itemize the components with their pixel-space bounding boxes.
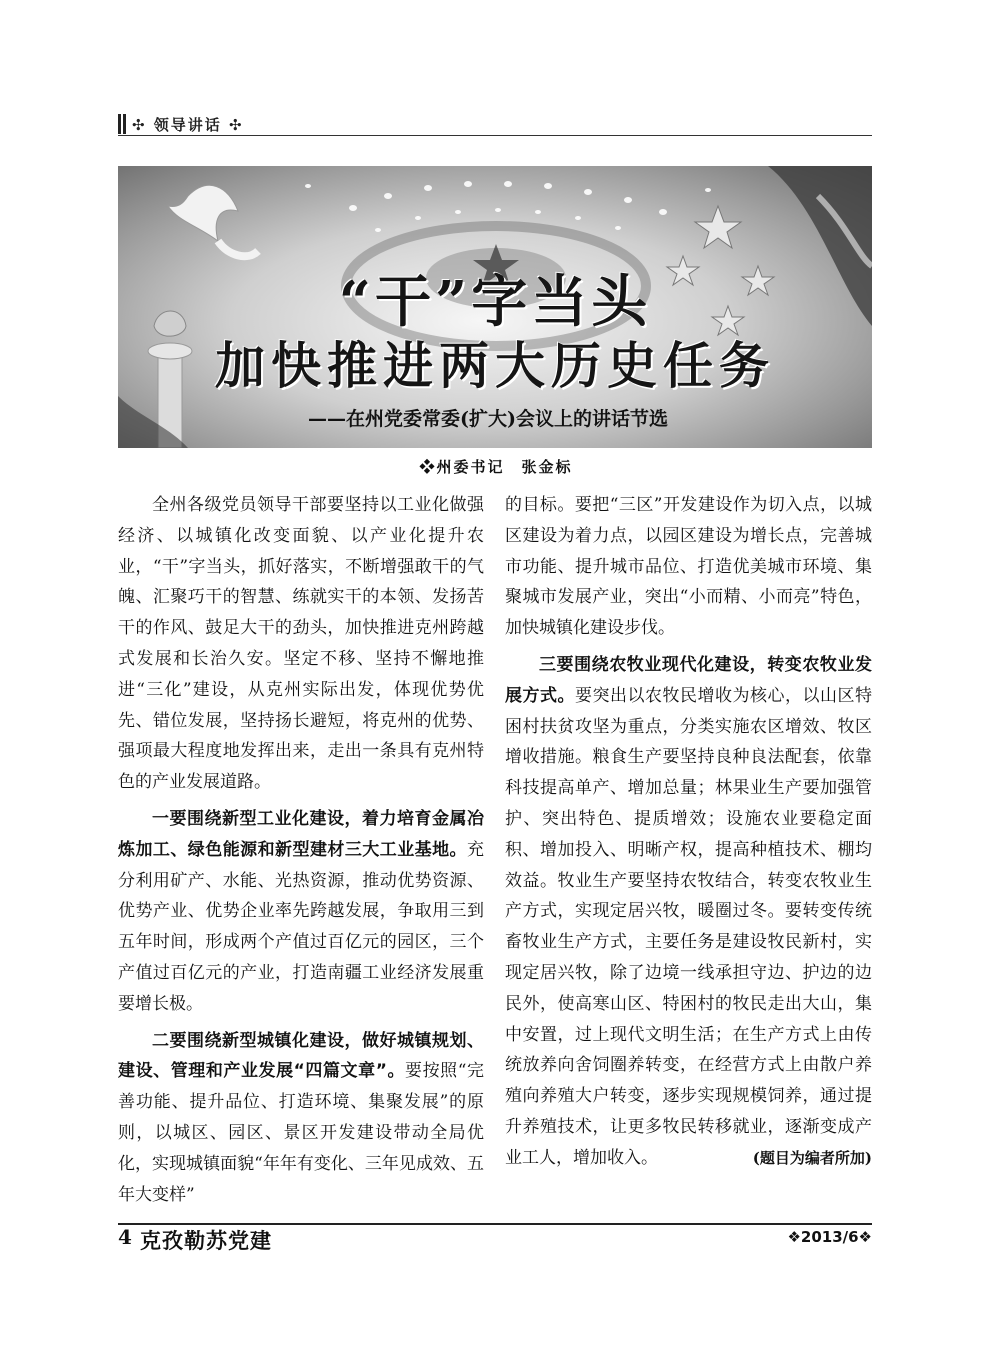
paragraph-industrialization-lead: 一要围绕新型工业化建设，着力培育金属冶炼加工、绿色能源和新型建材三大工业基地。 [118, 808, 484, 860]
right-column [505, 490, 872, 1180]
header-bars-icon [118, 114, 128, 134]
page-number: 4 [118, 1225, 132, 1249]
paragraph-industrialization [118, 804, 484, 1020]
paragraph-urbanization-continued: 的目标。要把“三区”开发建设作为切入点，以城区建设为着力点，以园区建设为增长点，完善城市功能、提升城市品位、打造优美城市环境、集聚城市发展产业，突出“小而精、小而亮”特色，加快城镇化建设步伐。 [505, 495, 872, 639]
article-subtitle: ——在州党委常委(扩大)会议上的讲话节选 [308, 408, 668, 430]
author-byline: ❖州委书记 张金标 [419, 458, 573, 476]
paragraph-industrialization-body: 充分利用矿产、水能、光热资源，推动优势资源、优势产业、优势企业率先跨越发展，争取用三到五年时间，形成两个产值过百亿元的园区，三个产值过百亿元的产业，打造南疆工业经济发展重要增长极。 [118, 839, 484, 1014]
editor-note: (题目为编者所加) [752, 1148, 872, 1167]
paragraph-urbanization-lead: 二要围绕新型城镇化建设，做好城镇规划、建设、管理和产业发展“四篇文章”。 [118, 1030, 484, 1082]
paragraph-urbanization-body: 要按照“完善功能、提升品位、打造环境、集聚发展”的原则，以城区、园区、景区开发建设带动全局优化，实现城镇面貌“年年有变化、三年见成效、五年大变样” [118, 1061, 484, 1205]
issue-number: ❖2013/6❖ [787, 1228, 872, 1246]
section-label: ✣ 领导讲话 ✣ [132, 116, 244, 134]
paragraph-agriculture [505, 650, 872, 1174]
paragraph-agriculture-lead: 三要围绕农牧业现代化建设，转变农牧业发展方式。 [505, 654, 872, 706]
paragraph-intro: 全州各级党员领导干部要坚持以工业化做强经济、以城镇化改变面貌、以产业化提升农业，“干”字当头，抓好落实，不断增强敢干的气魄、汇聚巧干的智慧、练就实干的本领、发扬苦干的作风、鼓足大干的劲头，加快推进克州跨越式发展和长治久安。坚定不移、坚持不懈地推进“三化”建设，从克州实际出发，体现优势优先、错位发展，坚持扬长避短，将克州的优势、强项最大程度地发挥出来，走出一条具有克州特色的产业发展道路。 [118, 495, 484, 793]
page-footer [118, 1215, 872, 1255]
publication-name: 克孜勒苏党建 [140, 1228, 272, 1253]
section-header [118, 112, 872, 136]
paragraph-urbanization [118, 1026, 484, 1211]
title-banner [118, 166, 872, 448]
left-column [118, 490, 484, 1216]
article-title-line2: 加快推进两大历史任务 [215, 336, 775, 395]
header-rule [118, 135, 872, 136]
paragraph-agriculture-body: 要突出以农牧民增收为核心，以山区特困村扶贫攻坚为重点，分类实施农区增效、牧区增收措施。粮食生产要坚持良种良法配套，依靠科技提高单产、增加总量；林果业生产要加强管护、突出特色、提质增效；设施农业要稳定面积、增加投入、明晰产权，提高种植技术、棚均效益。牧业生产要坚持农牧结合，转变农牧业生产方式，实现定居兴牧，暖圈过冬。要转变传统畜牧业生产方式，主要任务是建设牧民新村，实现定居兴牧，除了边境一线承担守边、护边的边民外，使高寒山区、特困村的牧民走出大山，集中安置，过上现代文明生活；在生产方式上由传统放养向舍饲圈养转变，在经营方式上由散户养殖向养殖大户转变，逐步实现规模饲养，通过提升养殖技术，让更多牧民转移就业，逐渐变成产业工人，增加收入。 [505, 685, 872, 1168]
article-title-line1: “干”字当头 [338, 269, 652, 335]
